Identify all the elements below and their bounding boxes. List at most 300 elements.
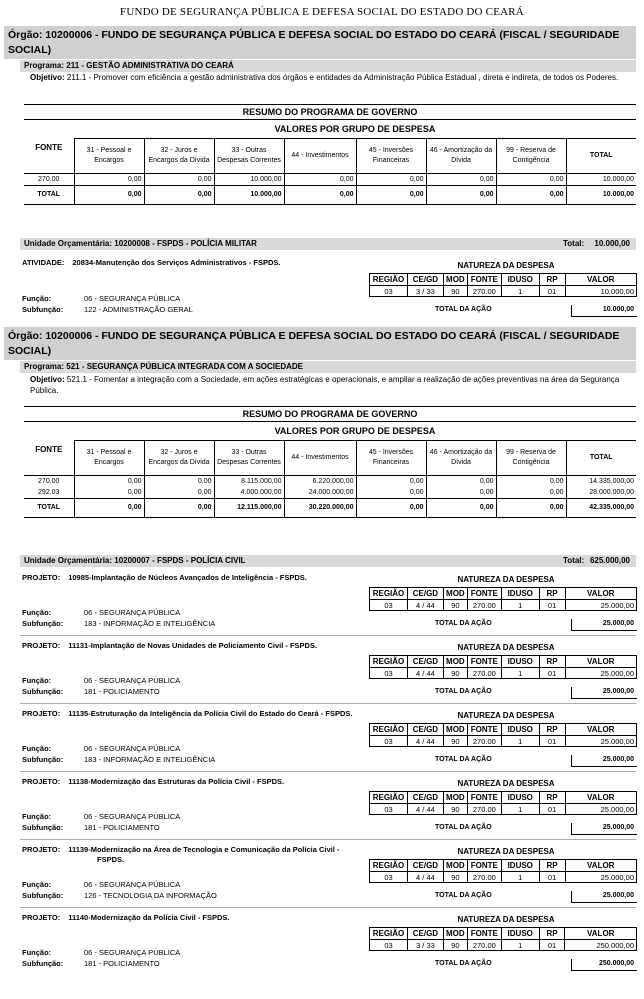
cell-iduso: 1 <box>501 736 539 747</box>
funcao-value: 06 - SEGURANÇA PÚBLICA <box>84 744 181 753</box>
cell-v32: 0,00 <box>144 487 214 499</box>
total-v45: 0,00 <box>356 498 426 517</box>
table-row <box>370 940 637 951</box>
col-rp: RP <box>539 588 565 600</box>
total-v46: 0,00 <box>426 498 496 517</box>
cell-valor: 25.000,00 <box>565 804 637 815</box>
programa-header-2 <box>20 361 636 373</box>
col-total: TOTAL <box>566 441 636 476</box>
objetivo <box>30 73 636 84</box>
total-acao-label: TOTAL DA AÇÃO <box>435 892 492 899</box>
projeto-title <box>22 641 317 651</box>
cell-v99: 0,00 <box>496 487 566 499</box>
total-acao-label: TOTAL DA AÇÃO <box>435 306 492 313</box>
total-total: 10.000,00 <box>566 185 636 204</box>
subfuncao-label: Subfunção: <box>22 823 64 832</box>
col-g46: 46 - Amortização da Dívida <box>426 441 496 476</box>
col-g45: 45 - Inversões Financeiras <box>356 441 426 476</box>
col-regiao: REGIÃO <box>370 860 408 872</box>
total-acao-label: TOTAL DA AÇÃO <box>435 688 492 695</box>
col-iduso: IDUSO <box>501 860 539 872</box>
col-regiao: REGIÃO <box>370 274 408 286</box>
cell-total: 10.000,00 <box>566 173 636 185</box>
col-g99: 99 - Reserva de Contigência <box>496 139 566 174</box>
cell-regiao: 03 <box>370 804 408 815</box>
cell-v33: 10.000,00 <box>214 173 284 185</box>
col-iduso: IDUSO <box>501 274 539 286</box>
resumo-title: RESUMO DO PROGRAMA DE GOVERNO <box>24 105 636 120</box>
subfuncao-value: 122 - ADMINISTRAÇÃO GERAL <box>84 305 193 314</box>
page-title: FUNDO DE SEGURANÇA PÚBLICA E DEFESA SOCIAL DO ESTADO DO CEARÁ <box>120 6 524 18</box>
cell-mod: 90 <box>443 600 467 611</box>
total-acao-value: 25.000,00 <box>602 892 634 899</box>
cell-mod: 90 <box>443 668 467 679</box>
col-rp: RP <box>539 928 565 940</box>
cell-mod: 90 <box>443 940 467 951</box>
cell-v44: 0,00 <box>284 173 356 185</box>
col-g32: 32 - Juros e Encargos da Dívida <box>144 441 214 476</box>
unidade-total-label: Total: <box>563 239 585 248</box>
projeto-code: 10985 <box>68 573 90 582</box>
natureza-title: NATUREZA DA DESPESA <box>457 711 555 720</box>
col-g44: 44 - Investimentos <box>284 441 356 476</box>
orgao-header: Órgão: 10200006 - FUNDO DE SEGURANÇA PÚBLICA E DEFESA SOCIAL DO ESTADO DO CEARÁ (FISCAL / SEGURIDADE SOCIAL) <box>4 26 636 59</box>
cell-cegd: 4 / 44 <box>407 804 443 815</box>
funcao-label: Função: <box>22 880 52 889</box>
cell-v45: 0,00 <box>356 173 426 185</box>
col-regiao: REGIÃO <box>370 724 408 736</box>
subfuncao-line <box>22 755 215 765</box>
subfuncao-label: Subfunção: <box>22 305 64 314</box>
valores-title: VALORES POR GRUPO DE DESPESA <box>274 426 436 436</box>
valores-title: VALORES POR GRUPO DE DESPESA <box>274 124 436 134</box>
cell-v33: 4.000.000,00 <box>214 487 284 499</box>
col-fonte: FONTE <box>24 441 74 476</box>
divider <box>20 771 636 772</box>
col-iduso: IDUSO <box>501 928 539 940</box>
cell-rp: 01 <box>539 736 565 747</box>
col-total: TOTAL <box>566 139 636 174</box>
projeto-title <box>22 845 339 865</box>
subfuncao-value: 181 - POLICIAMENTO <box>84 823 160 832</box>
projeto-code: 11139 <box>68 845 89 854</box>
natureza-title: NATUREZA DA DESPESA <box>457 643 555 652</box>
subfuncao-label: Subfunção: <box>22 959 64 968</box>
col-rp: RP <box>539 274 565 286</box>
subfuncao-line <box>22 619 215 629</box>
total-v31: 0,00 <box>74 498 144 517</box>
projeto-title <box>22 709 352 719</box>
projeto-name: -Modernização da Polícia Civil - FSPDS. <box>88 913 230 922</box>
col-regiao: REGIÃO <box>370 656 408 668</box>
cell-fonte-n: 270.00 <box>467 600 501 611</box>
table-row <box>370 736 637 747</box>
projeto-name: -Estruturação da Inteligência da Polícia Civil do Estado do Ceará - FSPDS. <box>88 709 353 718</box>
subfuncao-value: 183 - INFORMAÇÃO E INTELIGÊNCIA <box>84 619 216 628</box>
cell-v32: 0,00 <box>144 475 214 487</box>
funcao-label: Função: <box>22 294 52 303</box>
total-acao-label: TOTAL DA AÇÃO <box>435 756 492 763</box>
col-iduso: IDUSO <box>501 588 539 600</box>
projeto-tipo: PROJETO: <box>22 845 61 854</box>
col-fonte-n: FONTE <box>467 792 501 804</box>
resumo-table-2 <box>24 406 636 518</box>
total-acao <box>369 305 637 317</box>
table-row <box>370 804 637 815</box>
table-row <box>370 872 637 883</box>
cell-rp: 01 <box>539 286 565 297</box>
subfuncao-line <box>22 305 193 315</box>
cell-mod: 90 <box>443 804 467 815</box>
cell-fonte-n: 270.00 <box>467 804 501 815</box>
natureza-table <box>369 723 637 747</box>
objetivo-label: Objetivo: <box>30 375 65 384</box>
cell-v46: 0,00 <box>426 173 496 185</box>
subfuncao-label: Subfunção: <box>22 619 64 628</box>
subfuncao-label: Subfunção: <box>22 891 64 900</box>
cell-valor: 25.000,00 <box>565 600 637 611</box>
col-fonte-n: FONTE <box>467 724 501 736</box>
cell-v99: 0,00 <box>496 173 566 185</box>
col-rp: RP <box>539 860 565 872</box>
subfuncao-label: Subfunção: <box>22 687 64 696</box>
total-acao <box>369 619 637 631</box>
col-mod: MOD <box>443 588 467 600</box>
total-acao-value: 25.000,00 <box>602 756 634 763</box>
funcao-line <box>22 294 180 304</box>
cell-mod: 90 <box>443 872 467 883</box>
col-rp: RP <box>539 792 565 804</box>
resumo-title: RESUMO DO PROGRAMA DE GOVERNO <box>24 407 636 422</box>
unidade-header <box>20 238 636 250</box>
cell-rp: 01 <box>539 600 565 611</box>
subfuncao-value: 181 - POLICIAMENTO <box>84 687 160 696</box>
natureza-table <box>369 927 637 951</box>
subfuncao-label: Subfunção: <box>22 755 64 764</box>
table-row <box>24 487 636 499</box>
cell-cegd: 3 / 33 <box>407 940 443 951</box>
col-g33: 33 - Outras Despesas Correntes <box>214 139 284 174</box>
cell-cegd: 4 / 44 <box>407 600 443 611</box>
funcao-label: Função: <box>22 608 52 617</box>
col-valor: VALOR <box>565 274 637 286</box>
col-valor: VALOR <box>565 792 637 804</box>
col-iduso: IDUSO <box>501 656 539 668</box>
col-g33: 33 - Outras Despesas Correntes <box>214 441 284 476</box>
projeto-title <box>22 573 307 583</box>
table-row <box>370 286 637 297</box>
col-cegd: CE/GD <box>407 588 443 600</box>
cell-regiao: 03 <box>370 668 408 679</box>
cell-rp: 01 <box>539 804 565 815</box>
subfuncao-line <box>22 687 160 697</box>
col-mod: MOD <box>443 724 467 736</box>
total-total: 42.335.000,00 <box>566 498 636 517</box>
total-acao <box>369 959 637 971</box>
natureza-title: NATUREZA DA DESPESA <box>457 847 555 856</box>
total-acao-value: 25.000,00 <box>602 824 634 831</box>
natureza-title: NATUREZA DA DESPESA <box>457 779 555 788</box>
programa-name: 521 - SEGURANÇA PÚBLICA INTEGRADA COM A SOCIEDADE <box>66 362 304 371</box>
divider <box>20 907 636 908</box>
natureza-table <box>369 587 637 611</box>
col-cegd: CE/GD <box>407 792 443 804</box>
programa-label: Programa: <box>24 61 65 70</box>
projeto-name: -Modernização das Estruturas da Polícia Civil - FSPDS. <box>88 777 285 786</box>
total-acao-label: TOTAL DA AÇÃO <box>435 824 492 831</box>
total-label: TOTAL <box>24 498 74 517</box>
projeto-code: 11138 <box>68 777 89 786</box>
cell-regiao: 03 <box>370 286 408 297</box>
funcao-line <box>22 744 180 754</box>
total-v99: 0,00 <box>496 185 566 204</box>
col-fonte-n: FONTE <box>467 274 501 286</box>
acao-name: -Manutenção dos Serviços Administrativos - FSPDS. <box>93 258 281 267</box>
cell-v46: 0,00 <box>426 487 496 499</box>
cell-valor: 25.000,00 <box>565 872 637 883</box>
table-row <box>370 668 637 679</box>
cell-fonte-n: 270.00 <box>467 736 501 747</box>
objetivo-text: 521.1 - Fomentar a integração com a Sociedade, em ações estratégicas e operacionais, e ampliar a realização de ações preventivas na área da Segurança Pública. <box>30 375 620 395</box>
cell-regiao: 03 <box>370 872 408 883</box>
col-valor: VALOR <box>565 588 637 600</box>
col-mod: MOD <box>443 274 467 286</box>
total-acao <box>369 823 637 835</box>
funcao-label: Função: <box>22 948 52 957</box>
cell-mod: 90 <box>443 736 467 747</box>
funcao-label: Função: <box>22 676 52 685</box>
natureza-title: NATUREZA DA DESPESA <box>457 575 555 584</box>
cell-v31: 0,00 <box>74 173 144 185</box>
funcao-line <box>22 948 180 958</box>
total-v33: 10.000,00 <box>214 185 284 204</box>
cell-v33: 8.115.000,00 <box>214 475 284 487</box>
col-fonte-n: FONTE <box>467 860 501 872</box>
projeto-tipo: PROJETO: <box>22 641 61 650</box>
cell-total: 14.335.000,00 <box>566 475 636 487</box>
cell-v32: 0,00 <box>144 173 214 185</box>
projeto-name: -Implantação de Novas Unidades de Policiamento Civil - FSPDS. <box>88 641 318 650</box>
funcao-value: 06 - SEGURANÇA PÚBLICA <box>84 608 181 617</box>
subfuncao-value: 126 - TECNOLOGIA DA INFORMAÇÃO <box>84 891 217 900</box>
projeto-code: 11135 <box>68 709 89 718</box>
funcao-value: 06 - SEGURANÇA PÚBLICA <box>84 948 181 957</box>
cell-fonte: 270.00 <box>38 477 60 485</box>
cell-v31: 0,00 <box>74 487 144 499</box>
col-g45: 45 - Inversões Financeiras <box>356 139 426 174</box>
acao-tipo: ATIVIDADE: <box>22 258 65 267</box>
projeto-tipo: PROJETO: <box>22 913 61 922</box>
col-valor: VALOR <box>565 656 637 668</box>
acao-title <box>22 258 281 268</box>
cell-regiao: 03 <box>370 600 408 611</box>
total-v31: 0,00 <box>74 185 144 204</box>
col-regiao: REGIÃO <box>370 588 408 600</box>
col-mod: MOD <box>443 928 467 940</box>
cell-v31: 0,00 <box>74 475 144 487</box>
col-rp: RP <box>539 724 565 736</box>
funcao-value: 06 - SEGURANÇA PÚBLICA <box>84 294 181 303</box>
divider <box>20 839 636 840</box>
cell-valor: 25.000,00 <box>565 736 637 747</box>
col-rp: RP <box>539 656 565 668</box>
natureza-title: NATUREZA DA DESPESA <box>457 915 555 924</box>
col-g46: 46 - Amortização da Dívida <box>426 139 496 174</box>
total-v32: 0,00 <box>144 185 214 204</box>
cell-v46: 0,00 <box>426 475 496 487</box>
funcao-label: Função: <box>22 744 52 753</box>
natureza-table <box>369 273 637 297</box>
unidade-total-value: 625.000,00 <box>589 556 630 565</box>
funcao-line <box>22 812 180 822</box>
cell-fonte-n: 270.00 <box>467 286 501 297</box>
projeto-title <box>22 777 284 787</box>
cell-cegd: 4 / 44 <box>407 736 443 747</box>
cell-valor: 25.000,00 <box>565 668 637 679</box>
cell-v44: 24.000.000,00 <box>284 487 356 499</box>
cell-cegd: 4 / 44 <box>407 872 443 883</box>
subfuncao-line <box>22 959 160 969</box>
total-v44: 30.220.000,00 <box>284 498 356 517</box>
subfuncao-value: 183 - INFORMAÇÃO E INTELIGÊNCIA <box>84 755 216 764</box>
divider <box>20 703 636 704</box>
funcao-line <box>22 880 180 890</box>
total-acao-label: TOTAL DA AÇÃO <box>435 960 492 967</box>
programa-name: 211 - GESTÃO ADMINISTRATIVA DO CEARÁ <box>66 61 234 70</box>
table-row <box>24 475 636 487</box>
cell-v45: 0,00 <box>356 475 426 487</box>
col-mod: MOD <box>443 656 467 668</box>
col-valor: VALOR <box>565 928 637 940</box>
cell-rp: 01 <box>539 872 565 883</box>
cell-total: 28.000.000,00 <box>566 487 636 499</box>
natureza-table <box>369 791 637 815</box>
projeto-title <box>22 913 230 923</box>
programa-label: Programa: <box>24 362 65 371</box>
acao-code: 20834 <box>72 258 94 267</box>
col-mod: MOD <box>443 792 467 804</box>
total-acao-value: 10.000,00 <box>602 306 634 313</box>
cell-rp: 01 <box>539 668 565 679</box>
funcao-value: 06 - SEGURANÇA PÚBLICA <box>84 880 181 889</box>
cell-fonte-n: 270.00 <box>467 668 501 679</box>
total-v44: 0,00 <box>284 185 356 204</box>
unidade-name: Unidade Orçamentária: 10200008 - FSPDS - POLÍCIA MILITAR <box>24 239 257 248</box>
total-acao-value: 25.000,00 <box>602 620 634 627</box>
projeto-tipo: PROJETO: <box>22 709 61 718</box>
unidade-total-label: Total: <box>563 556 585 565</box>
total-v33: 12.115.000,00 <box>214 498 284 517</box>
funcao-value: 06 - SEGURANÇA PÚBLICA <box>84 676 181 685</box>
unidade-name: Unidade Orçamentária: 10200007 - FSPDS - POLÍCIA CIVIL <box>24 556 246 565</box>
total-row <box>24 185 636 204</box>
col-g32: 32 - Juros e Encargos da Dívida <box>144 139 214 174</box>
col-valor: VALOR <box>565 860 637 872</box>
cell-fonte: 270.00 <box>38 175 60 183</box>
cell-valor: 10.000,00 <box>565 286 637 297</box>
funcao-line <box>22 676 180 686</box>
projeto-code: 11131 <box>68 641 89 650</box>
col-mod: MOD <box>443 860 467 872</box>
projeto-name: -Implantação de Núcleos Avançados de Inteligência - FSPDS. <box>89 573 307 582</box>
cell-fonte: 292.03 <box>38 488 60 496</box>
cell-fonte-n: 270.00 <box>467 872 501 883</box>
col-cegd: CE/GD <box>407 724 443 736</box>
total-label: TOTAL <box>24 185 74 204</box>
cell-cegd: 4 / 44 <box>407 668 443 679</box>
total-acao-label: TOTAL DA AÇÃO <box>435 620 492 627</box>
col-regiao: REGIÃO <box>370 928 408 940</box>
subfuncao-line <box>22 823 160 833</box>
unidade-header-2 <box>20 555 636 567</box>
cell-v99: 0,00 <box>496 475 566 487</box>
cell-rp: 01 <box>539 940 565 951</box>
col-fonte-n: FONTE <box>467 928 501 940</box>
col-fonte-n: FONTE <box>467 588 501 600</box>
col-fonte-n: FONTE <box>467 656 501 668</box>
col-g31: 31 - Pessoal e Encargos <box>74 441 144 476</box>
natureza-title: NATUREZA DA DESPESA <box>457 261 555 270</box>
objetivo-text: 211.1 - Promover com eficiência a gestão administrativa dos órgãos e entidades da Administração Pública Estadual , direta e indireta, de todos os Poderes. <box>66 73 619 82</box>
cell-valor: 250.000,00 <box>565 940 637 951</box>
orgao-header-2: Órgão: 10200006 - FUNDO DE SEGURANÇA PÚBLICA E DEFESA SOCIAL DO ESTADO DO CEARÁ (FISCAL / SEGURIDADE SOCIAL) <box>4 327 636 360</box>
projeto-tipo: PROJETO: <box>22 777 61 786</box>
total-acao-value: 250.000,00 <box>598 960 634 967</box>
cell-iduso: 1 <box>501 286 539 297</box>
col-regiao: REGIÃO <box>370 792 408 804</box>
cell-iduso: 1 <box>501 668 539 679</box>
cell-v45: 0,00 <box>356 487 426 499</box>
total-v45: 0,00 <box>356 185 426 204</box>
objetivo-2 <box>30 375 636 396</box>
table-row <box>370 600 637 611</box>
col-iduso: IDUSO <box>501 724 539 736</box>
col-g44: 44 - Investimentos <box>284 139 356 174</box>
col-g99: 99 - Reserva de Contigência <box>496 441 566 476</box>
cell-regiao: 03 <box>370 736 408 747</box>
total-v46: 0,00 <box>426 185 496 204</box>
cell-cegd: 3 / 33 <box>407 286 443 297</box>
col-cegd: CE/GD <box>407 656 443 668</box>
subfuncao-line <box>22 891 217 901</box>
programa-header <box>20 60 636 72</box>
total-acao <box>369 687 637 699</box>
funcao-value: 06 - SEGURANÇA PÚBLICA <box>84 812 181 821</box>
projeto-name: -Modernização na Área de Tecnologia e Comunicação da Polícia Civil - <box>88 845 340 854</box>
total-acao-value: 25.000,00 <box>602 688 634 695</box>
divider <box>20 635 636 636</box>
resumo-table <box>24 104 636 205</box>
col-cegd: CE/GD <box>407 860 443 872</box>
subfuncao-value: 181 - POLICIAMENTO <box>84 959 160 968</box>
col-valor: VALOR <box>565 724 637 736</box>
table-row <box>24 173 636 185</box>
projeto-name-cont: FSPDS. <box>97 855 125 864</box>
cell-iduso: 1 <box>501 600 539 611</box>
total-acao <box>369 755 637 767</box>
total-acao <box>369 891 637 903</box>
cell-mod: 90 <box>443 286 467 297</box>
cell-v44: 6.220.000,00 <box>284 475 356 487</box>
col-g31: 31 - Pessoal e Encargos <box>74 139 144 174</box>
natureza-table <box>369 859 637 883</box>
projeto-code: 11140 <box>68 913 89 922</box>
total-row <box>24 498 636 517</box>
funcao-line <box>22 608 180 618</box>
col-iduso: IDUSO <box>501 792 539 804</box>
cell-iduso: 1 <box>501 872 539 883</box>
cell-regiao: 03 <box>370 940 408 951</box>
